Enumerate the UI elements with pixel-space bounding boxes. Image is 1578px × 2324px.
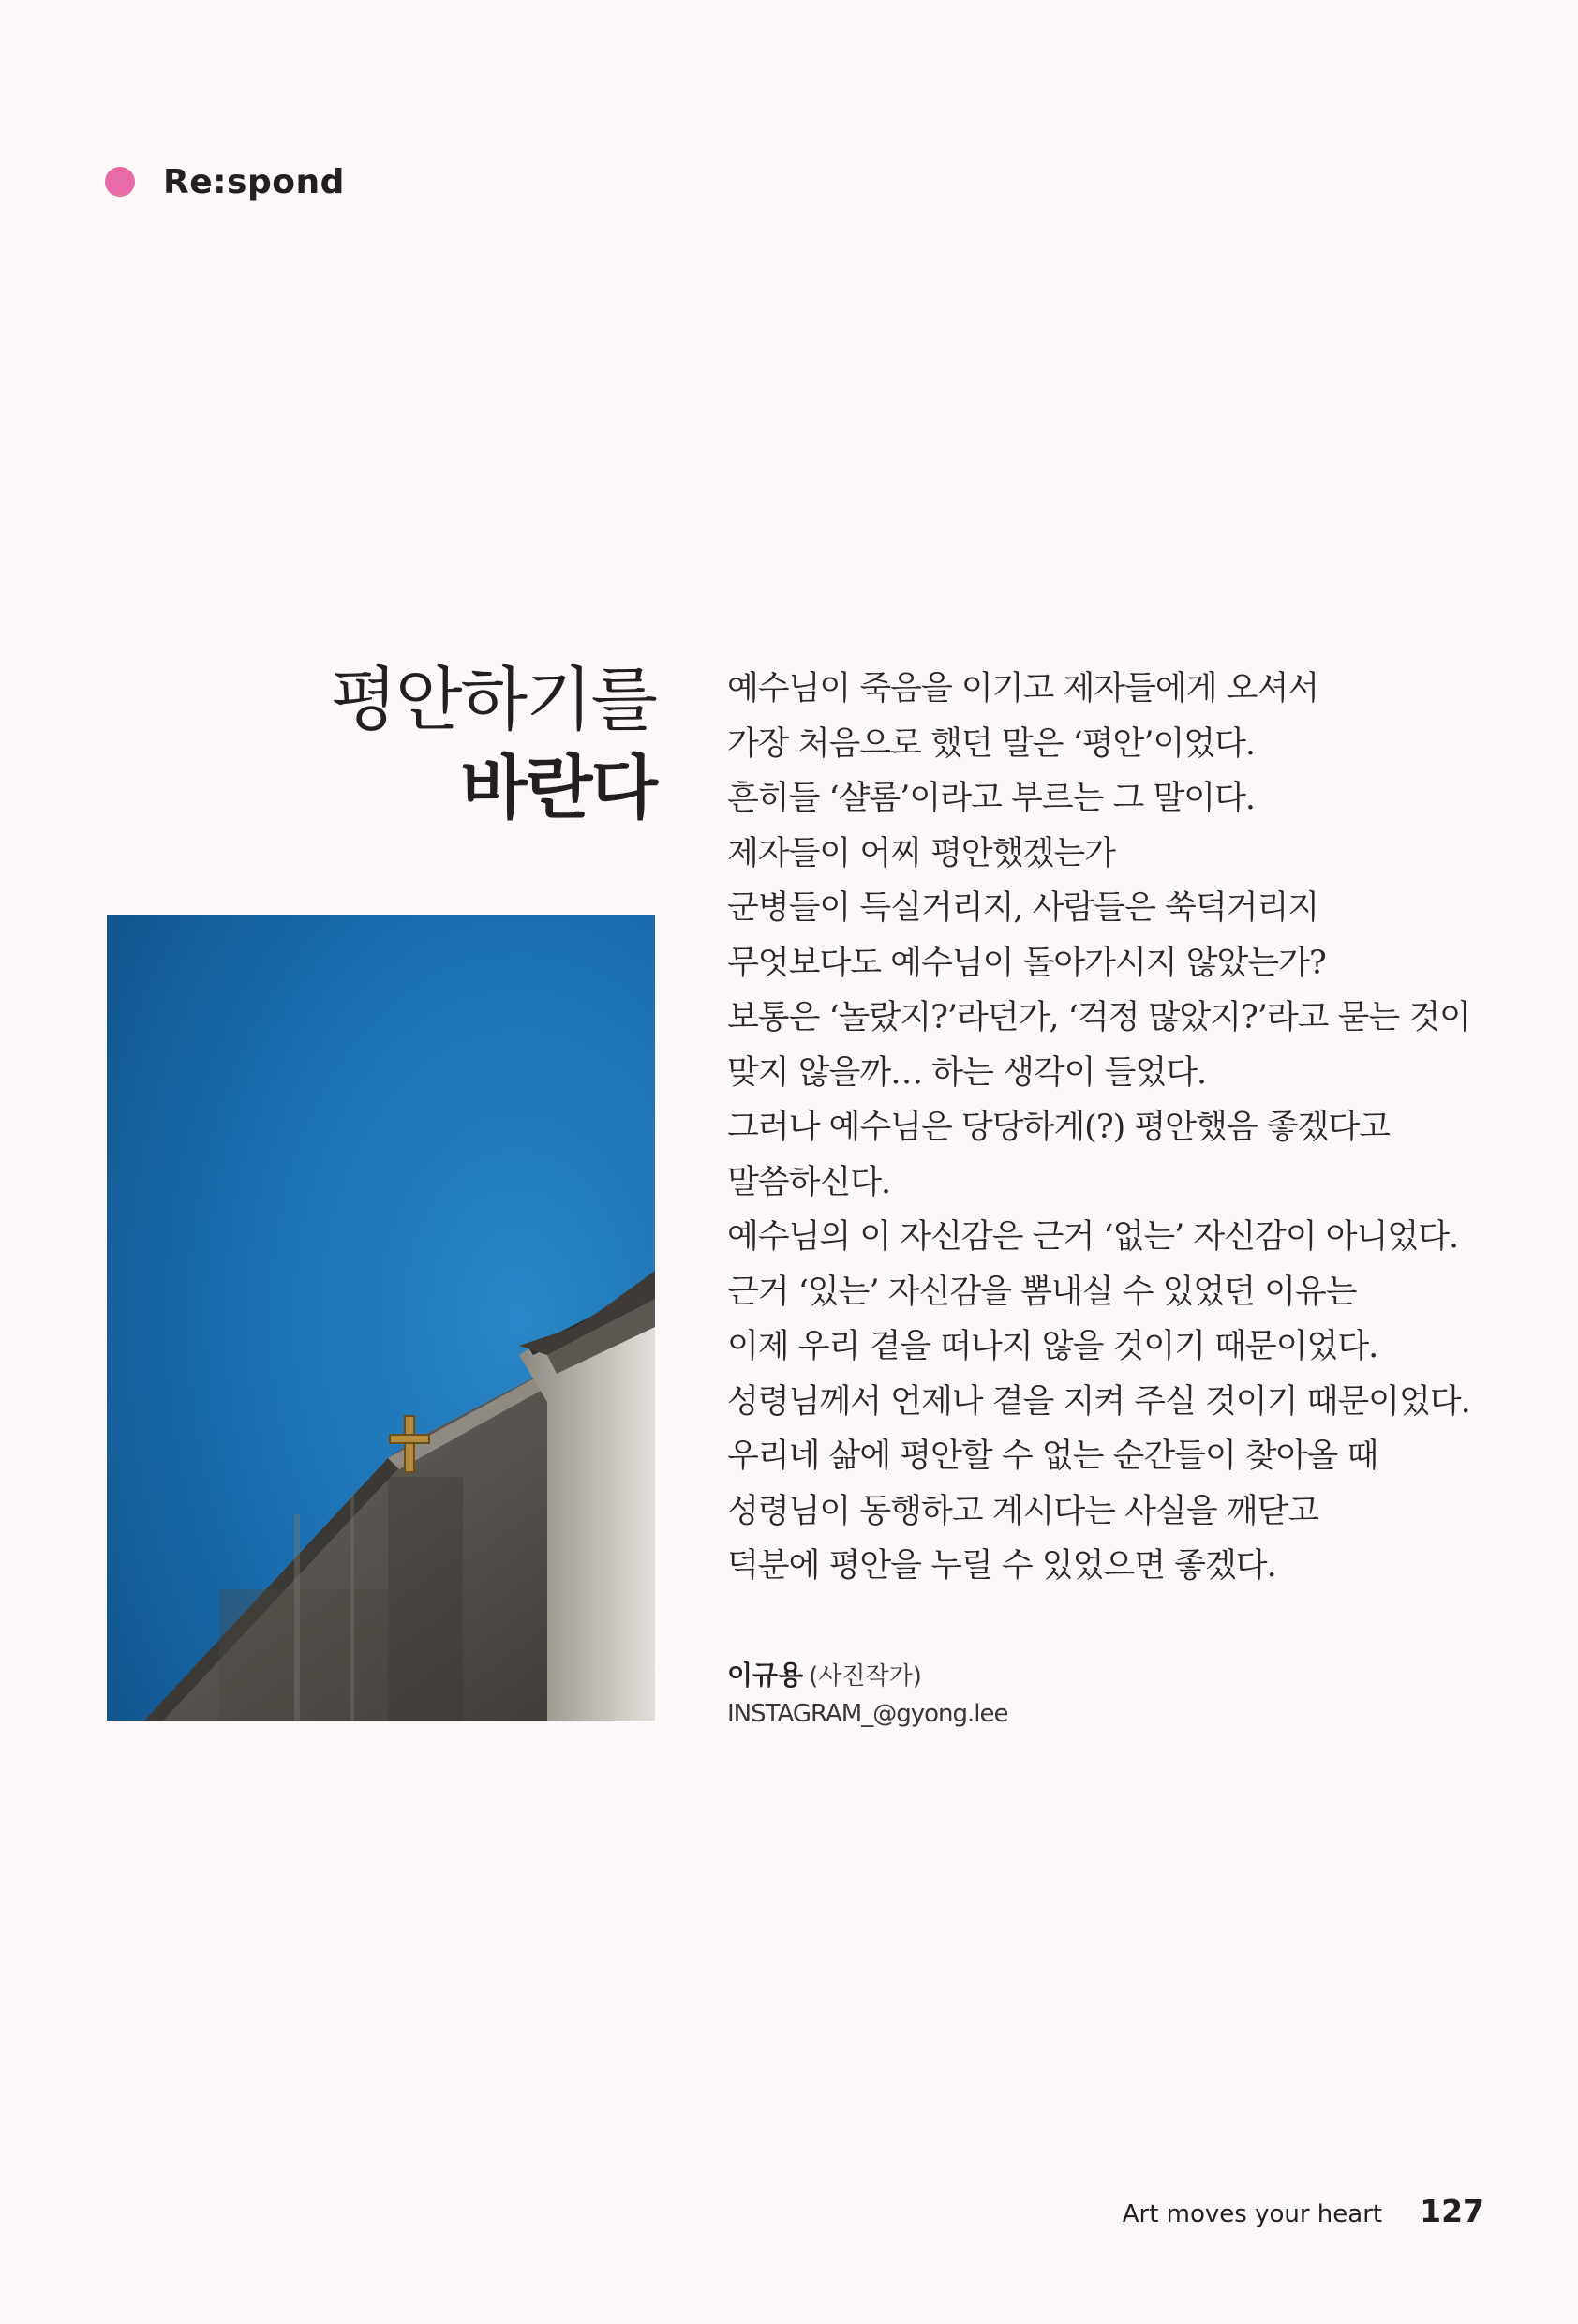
poem-line: 덕분에 평안을 누릴 수 있었으면 좋겠다. bbox=[727, 1547, 1276, 1585]
poem-line: 성령님이 동행하고 계시다는 사실을 깨닫고 bbox=[727, 1492, 1319, 1530]
poem-line: 우리네 삶에 평안할 수 없는 순간들이 찾아올 때 bbox=[727, 1438, 1378, 1475]
photo-credit bbox=[727, 1657, 1007, 1733]
poem-line: 군병들이 득실거리지, 사람들은 쑥덕거리지 bbox=[727, 889, 1319, 927]
photographer-role: (사진작가) bbox=[809, 1662, 922, 1691]
title-line-1: 평안하기를 bbox=[330, 660, 656, 740]
section-tag bbox=[105, 159, 345, 204]
poem-line: 그러나 예수님은 당당하게(?) 평안했음 좋겠다고 bbox=[727, 1109, 1390, 1146]
church-photo bbox=[107, 915, 655, 1721]
poem-line: 제자들이 어찌 평안했겠는가 bbox=[727, 834, 1115, 872]
footer-caption: Art moves your heart bbox=[1122, 2200, 1383, 2228]
page-footer bbox=[1123, 2193, 1484, 2229]
poem-line: 예수님이 죽음을 이기고 제자들에게 오셔서 bbox=[727, 670, 1319, 708]
poem-body bbox=[727, 662, 1533, 1594]
poem-line: 이제 우리 곁을 떠나지 않을 것이기 때문이었다. bbox=[727, 1328, 1378, 1365]
poem-line: 근거 ‘있는’ 자신감을 뽐내실 수 있었던 이유는 bbox=[727, 1273, 1357, 1311]
poem-line: 보통은 ‘놀랐지?’라던가, ‘걱정 많았지?’라고 묻는 것이 bbox=[727, 999, 1470, 1036]
instagram-handle: INSTAGRAM_@gyong.lee bbox=[727, 1700, 1008, 1728]
poem-line: 예수님의 이 자신감은 근거 ‘없는’ 자신감이 아니었다. bbox=[727, 1218, 1459, 1256]
poem-line: 말씀하신다. bbox=[727, 1163, 891, 1201]
pink-dot-icon bbox=[105, 167, 135, 197]
photographer-name: 이규용 bbox=[727, 1660, 804, 1691]
poem-line: 흔히들 ‘샬롬’이라고 부르는 그 말이다. bbox=[727, 780, 1256, 817]
page-number: 127 bbox=[1420, 2193, 1484, 2229]
credit-name-line bbox=[727, 1657, 1007, 1695]
title-line-2: 바란다 bbox=[460, 748, 656, 828]
section-label: Re:spond bbox=[163, 162, 345, 201]
poem-line: 무엇보다도 예수님이 돌아가시지 않았는가? bbox=[727, 944, 1326, 982]
poem-line: 가장 처음으로 했던 말은 ‘평안’이었다. bbox=[727, 724, 1256, 763]
article-title bbox=[331, 656, 656, 832]
poem-line: 맞지 않을까… 하는 생각이 들었다. bbox=[727, 1053, 1207, 1092]
poem-line: 성령님께서 언제나 곁을 지켜 주실 것이기 때문이었다. bbox=[727, 1382, 1470, 1421]
